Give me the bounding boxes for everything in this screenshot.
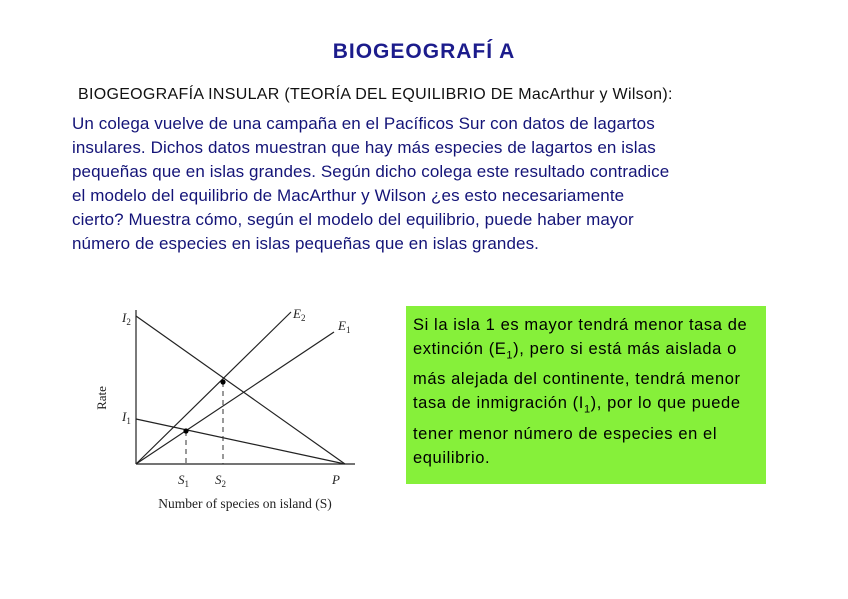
y-axis-label: Rate bbox=[94, 386, 109, 410]
text-line: pequeñas que en islas grandes. Según dicho colega este resultado contradice bbox=[72, 162, 670, 181]
extinction-line-e2 bbox=[136, 312, 291, 464]
text-line: insulares. Dichos datos muestran que hay más especies de lagartos en islas bbox=[72, 138, 656, 157]
note-text: ), pero si está más aislada o más alejada del continente, tendrá menor tasa de inmigración (I bbox=[413, 340, 741, 413]
label-s2: $S_2$ bbox=[215, 472, 226, 489]
extinction-line-e1 bbox=[136, 332, 334, 464]
note-text: ), por lo que puede tener menor número de especies en el equilibrio. bbox=[413, 394, 741, 467]
label-s1: $S_1$ bbox=[178, 472, 189, 489]
equilibrium-point-1 bbox=[183, 428, 188, 433]
page-title: BIOGEOGRAFÍ A bbox=[332, 40, 516, 63]
text-line: número de especies en islas pequeñas que en islas grandes. bbox=[72, 234, 539, 253]
label-i2: $I_2$ bbox=[122, 310, 131, 327]
text-line: Un colega vuelve de una campaña en el Pacíficos Sur con datos de lagartos bbox=[72, 114, 655, 133]
note-text: Si la isla 1 es mayor tendrá menor tasa de extinción (E bbox=[413, 316, 748, 358]
section-subtitle: BIOGEOGRAFÍA INSULAR (TEORÍA DEL EQUILIBRIO DE MacArthur y Wilson): bbox=[78, 86, 673, 103]
label-i1: $I_1$ bbox=[122, 409, 131, 426]
label-e1: $E_1$ bbox=[338, 318, 351, 335]
explanation-box bbox=[406, 306, 766, 484]
equilibrium-point-2 bbox=[220, 379, 225, 384]
note-subscript: 1 bbox=[583, 403, 591, 416]
label-p: P bbox=[332, 472, 340, 487]
text-line: el modelo del equilibrio de MacArthur y Wilson ¿es esto necesariamente bbox=[72, 186, 625, 205]
label-e2: $E_2$ bbox=[293, 306, 306, 323]
text-line: cierto? Muestra cómo, según el modelo del equilibrio, puede haber mayor bbox=[72, 210, 634, 229]
x-axis-label: Number of species on island (S) bbox=[158, 496, 332, 511]
note-subscript: 1 bbox=[506, 349, 514, 362]
